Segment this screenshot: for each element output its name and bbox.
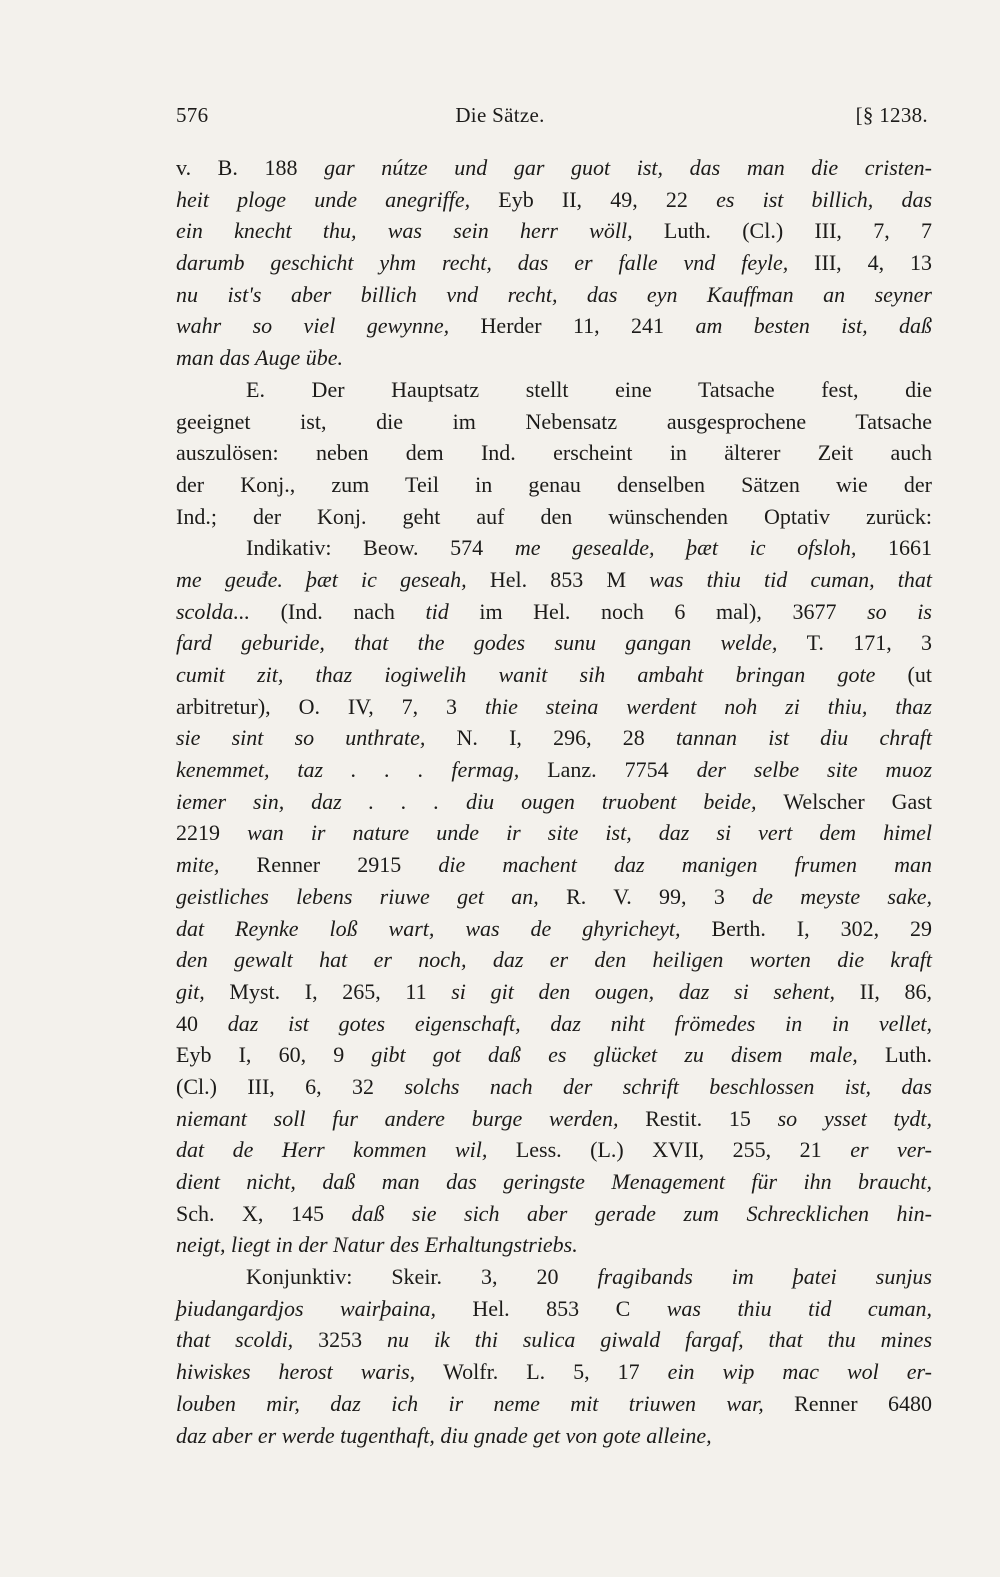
italic-quotation: ein wip mac wol er- [667,1359,932,1385]
italic-quotation: niemant soll fur andere burge werden, [176,1105,646,1131]
text-line [176,1039,932,1071]
text-line [176,501,932,533]
citation-text: R. V. 99, 3 [566,883,753,909]
text-line [176,1229,932,1261]
citation-text: 1661 [888,535,932,561]
italic-quotation: ein knecht thu, was sein herr wöll, [176,218,664,244]
text-line [176,1356,932,1388]
italic-quotation: daß sie sich aber gerade zum Schrecklichen hin- [351,1200,932,1226]
text-line [176,564,932,596]
citation-text: arbitretur), O. IV, 7, 3 [176,693,485,719]
text-line [176,881,932,913]
citation-text: (Ind. nach [280,598,426,624]
italic-quotation: si git den ougen, daz si sehent, [451,978,860,1004]
italic-quotation: daz ist gotes eigenschaft, daz niht frömedes in in vellet, [227,1010,933,1036]
text-line [176,722,932,754]
italic-quotation: louben mir, daz ich ir neme mit triuwen war, [176,1390,795,1416]
text-line [176,342,932,374]
italic-quotation: so is [867,598,932,624]
citation-text: Berth. I, 302, 29 [711,915,932,941]
italic-quotation: es ist billich, das [716,186,933,212]
text-line [176,817,932,849]
citation-text: 40 [176,1010,228,1036]
text-line [176,310,932,342]
citation-text: Luth. (Cl.) III, 7, 7 [663,218,932,244]
italic-quotation: iemer sin, daz . . . diu ougen truobent beide, [176,788,784,814]
italic-quotation: am besten ist, daß [695,313,932,339]
citation-text: 3253 [318,1327,388,1353]
citation-text: Less. (L.) XVII, 255, 21 [515,1137,851,1163]
italic-quotation: wan ir nature unde ir site ist, daz si vert dem himel [247,820,933,846]
citation-text: Welscher Gast [783,788,932,814]
citation-text: Renner 2915 [256,852,439,878]
italic-quotation: tid [425,598,480,624]
citation-text: Hel. 853 M [489,566,650,592]
italic-quotation: thie steina werdent noh zi thiu, thaz [484,693,932,719]
italic-quotation: fard geburide, that the godes sunu gangan welde, [176,630,807,656]
italic-quotation: dat de Herr kommen wil, [176,1137,516,1163]
text-line [176,1324,932,1356]
citation-text: Indikativ: Beow. 574 [246,535,515,561]
italic-quotation: de meyste sake, [752,883,932,909]
text-line [176,1071,932,1103]
text-line [176,786,932,818]
italic-quotation: was thiu tid cuman, that [649,566,933,592]
citation-text: Eyb II, 49, 22 [498,186,717,212]
text-line [176,279,932,311]
text-line [176,152,932,184]
section-number: [§ 1238. [855,103,928,127]
text-line [176,374,932,406]
italic-quotation: dient nicht, daß man das geringste Menagement für ihn braucht, [176,1169,932,1194]
italic-quotation: cumit zit, thaz iogiwelih wanit sih ambaht bringan gote [176,662,908,687]
italic-quotation: tannan ist diu chraft [675,725,933,751]
citation-text: E. Der Hauptsatz stellt eine Tatsache fest, die [246,376,932,402]
italic-quotation: sie sint so unthrate, [176,725,457,751]
italic-quotation: gibt got daß es glücket zu disem male, [371,1042,885,1068]
running-title: Die Sätze. [455,103,545,127]
text-line [176,627,932,659]
italic-quotation: þiudangardjos wairþaina, [176,1295,473,1321]
page-number: 576 [176,103,209,127]
text-line [176,1198,932,1230]
citation-text: III, 4, 13 [814,250,932,276]
text-line [176,215,932,247]
citation-text: Herder 11, 241 [480,313,696,339]
italic-quotation: neigt, liegt in der Natur des Erhaltungstriebs. [176,1232,578,1258]
italic-quotation: so ysset tydt, [777,1105,932,1131]
italic-quotation: nu ist's aber billich vnd recht, das eyn Kauffman an seyner [176,281,932,307]
citation-text: Wolfr. L. 5, 17 [443,1359,668,1385]
italic-quotation: heit ploge unde anegriffe, [176,186,499,212]
citation-text: Ind.; der Konj. geht auf den wünschenden Optativ zurück: [176,503,932,529]
citation-text: (Cl.) III, 6, 32 [176,1073,405,1099]
citation-text: T. 171, 3 [806,630,932,656]
citation-text: Renner 6480 [794,1390,933,1416]
text-line [176,596,932,628]
text-line [176,1420,932,1452]
text-line [176,659,932,691]
italic-quotation: hiwiskes herost waris, [176,1359,444,1385]
italic-quotation: that scoldi, [176,1327,319,1353]
italic-quotation: geistliches lebens riuwe get an, [176,883,567,909]
italic-quotation: solchs nach der schrift beschlossen ist, das [404,1073,932,1099]
italic-quotation: nu ik thi sulica giwald fargaf, that thu mines [387,1327,933,1353]
text-line [176,976,932,1008]
citation-text: Luth. [884,1042,932,1068]
citation-text: Myst. I, 265, 11 [229,978,452,1004]
text-line [176,1166,932,1198]
italic-quotation: fragibands im þatei sunjus [597,1264,932,1290]
italic-quotation: er ver- [850,1137,932,1163]
text-line [176,184,932,216]
citation-text: 2219 [176,820,248,846]
italic-quotation: die machent daz manigen frumen man [438,852,932,878]
text-line [176,1134,932,1166]
italic-quotation: git, [176,978,230,1004]
citation-text: der Konj., zum Teil in genau denselben Sätzen wie der [176,471,932,497]
citation-text: Lanz. 7754 [547,757,697,783]
citation-text: (ut [907,662,932,687]
citation-text: Konjunktiv: Skeir. 3, 20 [246,1264,598,1290]
italic-quotation: den gewalt hat er noch, daz er den heiligen worten die kraft [176,947,932,973]
body-text [176,152,932,1451]
italic-quotation: dat Reynke loß wart, was de ghyricheyt, [176,915,712,941]
italic-quotation: darumb geschicht yhm recht, das er falle vnd feyle, [176,250,815,276]
italic-quotation: was thiu tid cuman, [666,1295,932,1321]
italic-quotation: daz aber er werde tugenthaft, diu gnade get von gote alleine, [176,1422,712,1448]
text-line [176,469,932,501]
text-line [176,1103,932,1135]
citation-text: Sch. X, 145 [176,1200,352,1226]
citation-text: Restit. 15 [645,1105,778,1131]
text-line [176,532,932,564]
text-line [176,1293,932,1325]
text-line [176,247,932,279]
citation-text: Eyb I, 60, 9 [176,1042,372,1068]
italic-quotation: scolda... [176,598,281,624]
italic-quotation: kenemmet, taz . . . fermag, [176,757,548,783]
text-line [176,1388,932,1420]
text-line [176,913,932,945]
citation-text: geeignet ist, die im Nebensatz ausgesprochene Tatsache [176,408,932,434]
citation-text: II, 86, [859,978,932,1004]
italic-quotation: der selbe site muoz [696,757,932,783]
italic-quotation: me geuđe. þæt ic geseah, [176,566,490,592]
italic-quotation: mite, [176,852,257,878]
italic-quotation: me gesealde, þæt ic ofsloh, [514,535,888,561]
italic-quotation: man das Auge übe. [176,345,344,371]
text-line [176,406,932,438]
text-line [176,944,932,976]
text-line [176,691,932,723]
citation-text: auszulösen: neben dem Ind. erscheint in älterer Zeit auch [176,440,932,466]
citation-text: N. I, 296, 28 [456,725,676,751]
citation-text: Hel. 853 C [472,1295,667,1321]
italic-quotation: wahr so viel gewynne, [176,313,481,339]
text-line [176,1261,932,1293]
text-line [176,754,932,786]
italic-quotation: gar nútze und gar guot ist, das man die cristen- [324,155,932,180]
citation-text: v. B. 188 [176,155,325,180]
citation-text: im Hel. noch 6 mal), 3677 [479,598,868,624]
text-line [176,437,932,469]
text-line [176,1008,932,1040]
text-line [176,849,932,881]
